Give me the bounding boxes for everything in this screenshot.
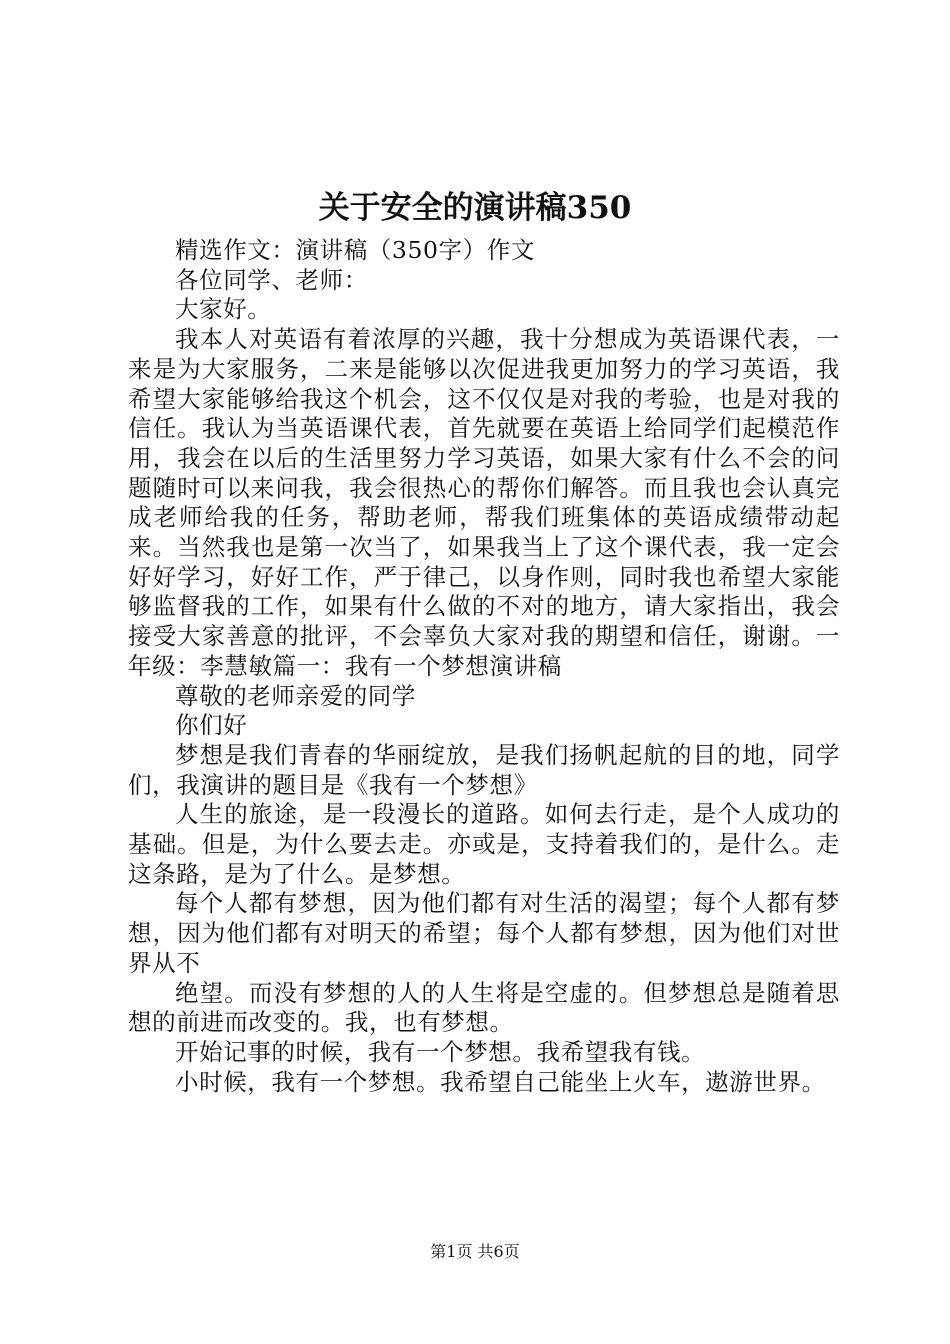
paragraph: 绝望。而没有梦想的人的人生将是空虚的。但梦想总是随着思想的前进而改变的。我，也有梦想。 [128, 978, 840, 1037]
page-footer: 第1页 共6页 [430, 1242, 520, 1261]
paragraph: 我本人对英语有着浓厚的兴趣，我十分想成为英语课代表，一来是为大家服务，二来是能够以次促进我更加努力的学习英语，我希望大家能够给我这个机会，这不仅仅是对我的考验，也是对我的信任。我认为当英语课代表，首先就要在英语上给同学们起模范作用，我会在以后的生活里努力学习英语，如果大家有什么不会的问题随时可以来问我，我会很热心的帮你们解答。而且我也会认真完成老师给我的任务，帮助老师，帮我们班集体的英语成绩带动起来。当然我也是第一次当了，如果我当上了这个课代表，我一定会好好学习，好好工作，严于律己，以身作则，同时我也希望大家能够监督我的工作，如果有什么做的不对的地方，请大家指出，我会接受大家善意的批评，不会辜负大家对我的期望和信任，谢谢。一年级：李慧敏篇一：我有一个梦想演讲稿 [128, 325, 840, 680]
paragraph: 小时候，我有一个梦想。我希望自己能坐上火车，遨游世界。 [175, 1067, 826, 1096]
document-body [128, 236, 840, 1097]
paragraph: 尊敬的老师亲爱的同学 [175, 681, 416, 710]
paragraph: 每个人都有梦想，因为他们都有对生活的渴望；每个人都有梦想，因为他们都有对明天的希望；每个人都有梦想，因为他们对世界从不 [128, 889, 840, 977]
paragraph: 大家好。 [175, 295, 272, 324]
paragraph: 精选作文：演讲稿（350字）作文 [175, 236, 535, 264]
paragraph: 人生的旅途，是一段漫长的道路。如何去行走，是个人成功的基础。但是，为什么要去走。亦或是，支持着我们的，是什么。走这条路，是为了什么。是梦想。 [128, 800, 840, 888]
paragraph: 各位同学、老师： [175, 265, 368, 294]
paragraph: 梦想是我们青春的华丽绽放，是我们扬帆起航的目的地，同学们，我演讲的题目是《我有一个梦想》 [128, 740, 840, 799]
paragraph: 开始记事的时候，我有一个梦想。我希望我有钱。 [175, 1037, 706, 1066]
document-title: 关于安全的演讲稿350 [318, 190, 632, 226]
paragraph: 你们好 [175, 711, 248, 740]
